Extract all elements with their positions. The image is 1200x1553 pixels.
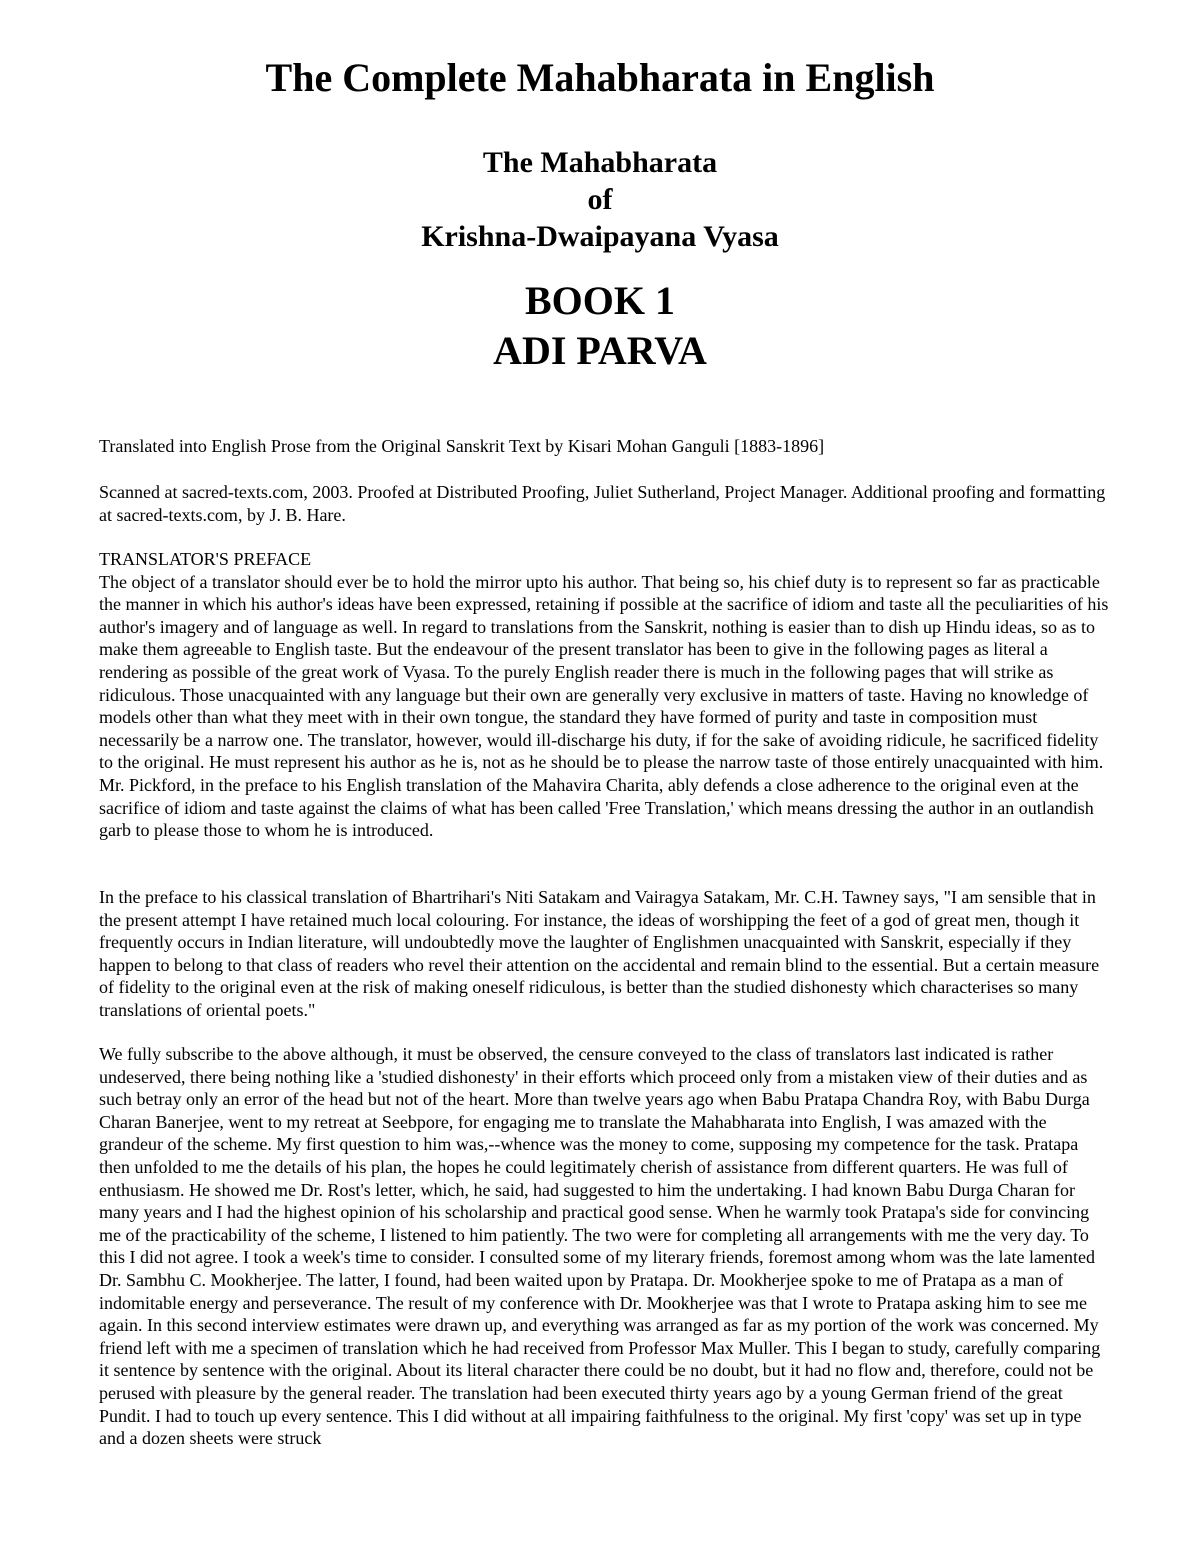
preface-paragraph-1: The object of a translator should ever be to hold the mirror upto his author. That being so, his chief duty is to represent so far as practicable the manner in which his author's ideas have been expressed, retaining if possible at the sacrifice of idiom and taste all the peculiarities of his author's imagery and of language as well. In regard to translations from the Sanskrit, nothing is easier than to dish up Hindu ideas, so as to make them agreeable to English taste. But the endeavour of the present translator has been to give in the following pages as literal a rendering as possible of the great work of Vyasa. To the purely English reader there is much in the following pages that will strike as ridiculous. Those unacquainted with any language but their own are generally very exclusive in matters of taste. Having no knowledge of models other than what they meet with in their own tongue, the standard they have formed of purity and taste in composition must necessarily be a narrow one. The translator, however, would ill-discharge his duty, if for the sake of avoiding ridicule, he sacrificed fidelity to the original. He must represent his author as he is, not as he should be to please the narrow taste of those entirely unacquainted with him. Mr. Pickford, in the preface to his English translation of the Mahavira Charita, ably defends a close adherence to the original even at the sacrifice of idiom and taste against the claims of what has been called 'Free Translation,' which means dressing the author in an outlandish garb to please those to whom he is introduced. — [99, 571, 1109, 841]
preface-paragraph-3: We fully subscribe to the above although, it must be observed, the censure conveyed to the class of translators last indicated is rather undeserved, there being nothing like a 'studied dishonesty' in their efforts which proceed only from a mistaken view of their duties and as such betray only an error of the head but not of the heart. More than twelve years ago when Babu Pratapa Chandra Roy, with Babu Durga Charan Banerjee, went to my retreat at Seebpore, for engaging me to translate the Mahabharata into English, I was amazed with the grandeur of the scheme. My first question to him was,--whence was the money to come, supposing my competence for the task. Pratapa then unfolded to me the details of his plan, the hopes he could legitimately cherish of assistance from different quarters. He was full of enthusiasm. He showed me Dr. Rost's letter, which, he said, had suggested to him the undertaking. I had known Babu Durga Charan for many years and I had the highest opinion of his scholarship and practical good sense. When he warmly took Pratapa's side for convincing me of the practicability of the scheme, I listened to him patiently. The two were for completing all arrangements with me the very day. To this I did not agree. I took a week's time to consider. I consulted some of my literary friends, foremost among whom was the late lamented Dr. Sambhu C. Mookherjee. The latter, I found, had been waited upon by Pratapa. Dr. Mookherjee spoke to me of Pratapa as a man of indomitable energy and perseverance. The result of my conference with Dr. Mookherjee was that I wrote to Pratapa asking him to see me again. In this second interview estimates were drawn up, and everything was arranged as far as my portion of the work was concerned. My friend left with me a specimen of translation which he had received from Professor Max Muller. This I began to study, carefully comparing it sentence by sentence with the original. About its literal character there could be no doubt, but it had no flow and, therefore, could not be perused with pleasure by the general reader. The translation had been executed thirty years ago by a young German friend of the great Pundit. I had to touch up every sentence. This I did without at all impairing faithfulness to the original. My first 'copy' was set up in type and a dozen sheets were struck — [99, 1044, 1101, 1449]
scan-credit: Scanned at sacred-texts.com, 2003. Proofed at Distributed Proofing, Juliet Sutherland, Project Manager. Additional proofing and formatting at sacred-texts.com, by J. B. Hare. — [99, 482, 1106, 525]
subtitle-line-2: of — [587, 183, 613, 216]
preface-section — [99, 548, 1109, 842]
book-heading — [0, 276, 1200, 376]
translation-credit: Translated into English Prose from the Original Sanskrit Text by Kisari Mohan Ganguli [1883-1896] — [99, 436, 825, 456]
subtitle-block — [0, 144, 1200, 255]
subtitle-line-3: Krishna-Dwaipayana Vyasa — [421, 220, 779, 253]
preface-heading: TRANSLATOR'S PREFACE — [99, 549, 312, 569]
subtitle-line-1: The Mahabharata — [482, 146, 718, 179]
preface-paragraph-2: In the preface to his classical translation of Bhartrihari's Niti Satakam and Vairagya Satakam, Mr. C.H. Tawney says, "I am sensible that in the present attempt I have retained much local colouring. For instance, the ideas of worshipping the feet of a god of great men, though it frequently occurs in Indian literature, will undoubtedly move the laughter of Englishmen unacquainted with Sanskrit, especially if they happen to belong to that class of readers who revel their attention on the accidental and remain blind to the essential. But a certain measure of fidelity to the original even at the risk of making oneself ridiculous, is better than the studied dishonesty which characterises so many translations of oriental poets." — [99, 887, 1100, 1020]
book-name: ADI PARVA — [493, 328, 707, 373]
document-title: The Complete Mahabharata in English — [265, 55, 935, 100]
book-number: BOOK 1 — [524, 278, 676, 323]
